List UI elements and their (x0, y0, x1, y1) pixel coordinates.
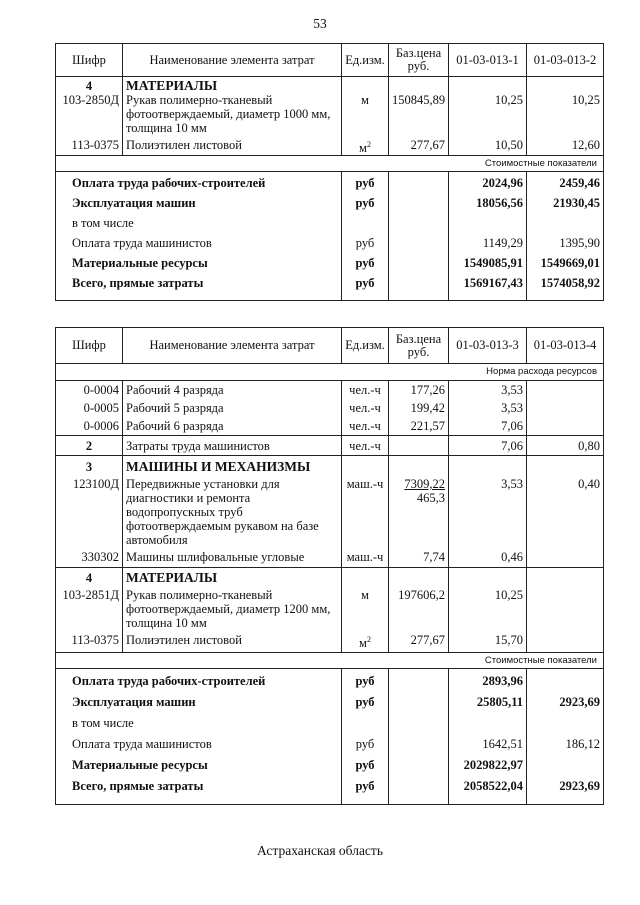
table-row (56, 630, 604, 653)
row-name: Передвижные установки для диагностики и ремонта водопропускных труб фотоотверждаемым рукавом на базе автомобиля (123, 474, 342, 547)
summary-unit: руб (342, 272, 389, 301)
row-value-2: 0,80 (527, 436, 604, 456)
header-name: Наименование элемента затрат (123, 328, 342, 364)
row-name: Рабочий 6 разряда (123, 415, 342, 436)
row-value-1: 3,53 (449, 397, 527, 415)
cost-table-2 (55, 327, 604, 805)
row-unit: $м^2$ (342, 135, 389, 156)
row-name: Рабочий 4 разряда (123, 381, 342, 398)
row-value-2: 0,40 (527, 474, 604, 547)
row-name: Рукав полимерно-тканевый фотоотверждаемый, диаметр 1200 мм, толщина 10 мм (123, 585, 342, 630)
row-name: Рабочий 5 разряда (123, 397, 342, 415)
page-number: 53 (313, 16, 327, 31)
row-value-1: 0,46 (449, 547, 527, 568)
summary-value-2: 2923,69 (527, 775, 604, 805)
header-unit: Ед.изм. (342, 328, 389, 364)
summary-label: Всего, прямые затраты (56, 775, 342, 805)
summary-row (56, 272, 604, 301)
cost-table-1 (55, 43, 604, 301)
summary-label: Оплата труда рабочих-строителей (56, 669, 342, 692)
section-row (56, 77, 604, 94)
row-name: Полиэтилен листовой (123, 630, 342, 653)
row-code: 113-0375 (56, 135, 123, 156)
row-code: 123100Д (56, 474, 123, 547)
table-header (56, 44, 604, 77)
header-price: Баз.цена руб. (389, 44, 449, 77)
summary-unit: руб (342, 192, 389, 212)
table-row (56, 436, 604, 456)
row-price: 150845,89 (389, 93, 449, 135)
section-title: МАТЕРИАЛЫ (123, 77, 342, 94)
summary-unit: руб (342, 733, 389, 754)
summary-label: Всего, прямые затраты (56, 272, 342, 301)
section-code: 4 (56, 77, 123, 94)
summary-unit: руб (342, 669, 389, 692)
table-row (56, 93, 604, 135)
row-code: 0-0004 (56, 381, 123, 398)
header-col-2: 01-03-013-2 (527, 44, 604, 77)
row-unit: маш.-ч (342, 547, 389, 568)
summary-value-1: 1149,29 (449, 232, 527, 252)
header-code: Шифр (56, 44, 123, 77)
table-row (56, 397, 604, 415)
row-price: 199,42 (389, 397, 449, 415)
summary-label: Материальные ресурсы (56, 754, 342, 775)
summary-label: в том числе (56, 212, 342, 232)
row-unit: маш.-ч (342, 474, 389, 547)
row-value-1: 3,53 (449, 474, 527, 547)
header-code: Шифр (56, 328, 123, 364)
table-header (56, 328, 604, 364)
note-row (56, 364, 604, 381)
row-value-2 (527, 630, 604, 653)
row-unit: $м^2$ (342, 630, 389, 653)
summary-label: в том числе (56, 712, 342, 733)
summary-value-1: 1549085,91 (449, 252, 527, 272)
section-title: МАТЕРИАЛЫ (123, 568, 342, 586)
row-price: 277,67 (389, 135, 449, 156)
summary-unit: руб (342, 252, 389, 272)
row-value-1: 10,50 (449, 135, 527, 156)
norm-note: Норма расхода ресурсов (56, 364, 604, 381)
summary-unit: руб (342, 172, 389, 193)
summary-value-2 (527, 669, 604, 692)
row-code: 113-0375 (56, 630, 123, 653)
row-code: 103-2850Д (56, 93, 123, 135)
note-row (56, 156, 604, 172)
row-price: 177,26 (389, 381, 449, 398)
row-code: 2 (56, 436, 123, 456)
row-price: 7309,22 465,3 (389, 474, 449, 547)
row-value-1: 10,25 (449, 585, 527, 630)
row-code: 330302 (56, 547, 123, 568)
row-code: 0-0005 (56, 397, 123, 415)
row-price: 197606,2 (389, 585, 449, 630)
summary-value-1: 25805,11 (449, 691, 527, 712)
row-unit: чел.-ч (342, 381, 389, 398)
summary-row (56, 733, 604, 754)
summary-label: Эксплуатация машин (56, 691, 342, 712)
summary-value-2: 2459,46 (527, 172, 604, 193)
summary-row (56, 172, 604, 193)
summary-row (56, 691, 604, 712)
row-value-2 (527, 547, 604, 568)
row-name: Рукав полимерно-тканевый фотоотверждаемый, диаметр 1000 мм, толщина 10 мм (123, 93, 342, 135)
row-value-1: 10,25 (449, 93, 527, 135)
summary-value-2: 1574058,92 (527, 272, 604, 301)
header-unit: Ед.изм. (342, 44, 389, 77)
note-row (56, 653, 604, 669)
summary-value-2: 21930,45 (527, 192, 604, 212)
summary-value-2: 2923,69 (527, 691, 604, 712)
header-name: Наименование элемента затрат (123, 44, 342, 77)
summary-label: Эксплуатация машин (56, 192, 342, 212)
row-unit: чел.-ч (342, 397, 389, 415)
section-code: 4 (56, 568, 123, 586)
header-price: Баз.цена руб. (389, 328, 449, 364)
summary-label: Материальные ресурсы (56, 252, 342, 272)
row-value-1: 15,70 (449, 630, 527, 653)
section-row (56, 456, 604, 475)
summary-value-1: 2029822,97 (449, 754, 527, 775)
table-row (56, 585, 604, 630)
section-title: МАШИНЫ И МЕХАНИЗМЫ (123, 456, 342, 475)
table-row (56, 474, 604, 547)
section-row (56, 568, 604, 586)
row-value-2 (527, 381, 604, 398)
row-value-2: 10,25 (527, 93, 604, 135)
summary-value-1: 1569167,43 (449, 272, 527, 301)
row-value-1: 7,06 (449, 436, 527, 456)
summary-unit: руб (342, 754, 389, 775)
summary-value-1: 1642,51 (449, 733, 527, 754)
row-value-2 (527, 585, 604, 630)
table-row (56, 415, 604, 436)
summary-row (56, 775, 604, 805)
row-value-2: 12,60 (527, 135, 604, 156)
summary-row (56, 192, 604, 212)
section-code: 3 (56, 456, 123, 475)
summary-value-2: 1395,90 (527, 232, 604, 252)
row-name: Полиэтилен листовой (123, 135, 342, 156)
cost-indicators-note: Стоимостные показатели (56, 156, 604, 172)
row-unit: м (342, 585, 389, 630)
row-name: Затраты труда машинистов (123, 436, 342, 456)
summary-value-2 (527, 754, 604, 775)
header-col-2: 01-03-013-4 (527, 328, 604, 364)
summary-unit: руб (342, 775, 389, 805)
row-value-2 (527, 415, 604, 436)
table-row (56, 381, 604, 398)
summary-row (56, 669, 604, 692)
summary-unit: руб (342, 691, 389, 712)
summary-label: Оплата труда рабочих-строителей (56, 172, 342, 193)
summary-value-1: 18056,56 (449, 192, 527, 212)
summary-value-2: 1549669,01 (527, 252, 604, 272)
summary-value-1: 2024,96 (449, 172, 527, 193)
row-value-1: 7,06 (449, 415, 527, 436)
row-name: Машины шлифовальные угловые (123, 547, 342, 568)
summary-row (56, 712, 604, 733)
footer-region: Астраханская область (257, 843, 383, 858)
summary-value-2: 186,12 (527, 733, 604, 754)
summary-value-1: 2893,96 (449, 669, 527, 692)
table-row (56, 547, 604, 568)
summary-value-1: 2058522,04 (449, 775, 527, 805)
table-row (56, 135, 604, 156)
summary-row (56, 754, 604, 775)
summary-row (56, 252, 604, 272)
row-unit: м (342, 93, 389, 135)
summary-unit: руб (342, 232, 389, 252)
row-code: 0-0006 (56, 415, 123, 436)
row-value-2 (527, 397, 604, 415)
summary-label: Оплата труда машинистов (56, 232, 342, 252)
header-col-1: 01-03-013-1 (449, 44, 527, 77)
row-price: 277,67 (389, 630, 449, 653)
cost-indicators-note: Стоимостные показатели (56, 653, 604, 669)
summary-label: Оплата труда машинистов (56, 733, 342, 754)
row-unit: чел.-ч (342, 436, 389, 456)
summary-row (56, 232, 604, 252)
row-code: 103-2851Д (56, 585, 123, 630)
row-unit: чел.-ч (342, 415, 389, 436)
summary-row (56, 212, 604, 232)
header-col-1: 01-03-013-3 (449, 328, 527, 364)
row-value-1: 3,53 (449, 381, 527, 398)
row-price: 7,74 (389, 547, 449, 568)
row-price: 221,57 (389, 415, 449, 436)
